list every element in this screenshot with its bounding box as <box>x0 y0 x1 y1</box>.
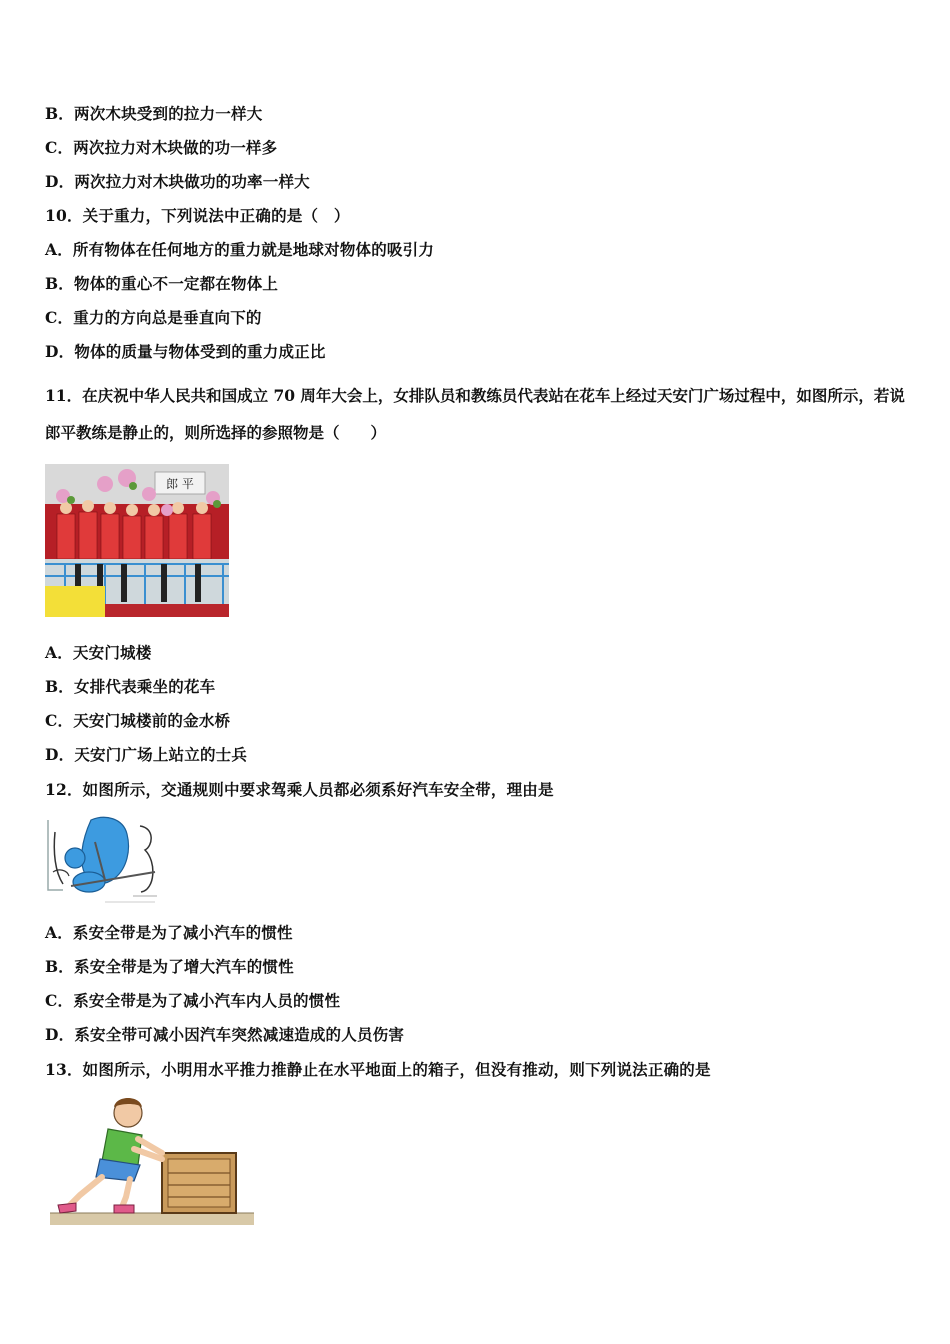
q13-stem: 13．如图所示，小明用水平推力推静止在水平地面上的箱子，但没有推动，则下列说法正确的是 <box>45 1060 711 1079</box>
q10-option-b: B．物体的重心不一定都在物体上 <box>45 274 279 293</box>
q11-option-d: D．天安门广场上站立的士兵 <box>45 745 248 764</box>
q12-option-d: D．系安全带可减小因汽车突然减速造成的人员伤害 <box>45 1025 405 1044</box>
q10-option-a: A．所有物体在任何地方的重力就是地球对物体的吸引力 <box>45 240 435 259</box>
q11-option-a: A．天安门城楼 <box>45 643 152 662</box>
photo-sign-text: 郎 平 <box>166 477 194 491</box>
q10-option-c: C．重力的方向总是垂直向下的 <box>45 308 262 327</box>
q11-stem: 11．在庆祝中华人民共和国成立 70 周年大会上，女排队员和教练员代表站在花车上经过天安门广场过程中，如图所示，若说郎平教练是静止的，则所选择的参照物是（ ） <box>45 386 905 442</box>
seatbelt-figure <box>45 812 161 904</box>
boy-pushing-box-figure <box>50 1095 254 1227</box>
q9-option-b: B．两次木块受到的拉力一样大 <box>45 104 263 123</box>
q12-option-a: A．系安全带是为了减小汽车的惯性 <box>45 923 293 942</box>
q12-option-b: B．系安全带是为了增大汽车的惯性 <box>45 957 294 976</box>
q9-option-c: C．两次拉力对木块做的功一样多 <box>45 138 278 157</box>
q10-stem: 10．关于重力，下列说法中正确的是（ ） <box>45 206 350 225</box>
volleyball-team-photo <box>45 464 229 617</box>
q12-stem: 12．如图所示，交通规则中要求驾乘人员都必须系好汽车安全带，理由是 <box>45 780 554 799</box>
q11-option-c: C．天安门城楼前的金水桥 <box>45 711 231 730</box>
q12-option-c: C．系安全带是为了减小汽车内人员的惯性 <box>45 991 341 1010</box>
q9-option-d: D．两次拉力对木块做功的功率一样大 <box>45 172 310 191</box>
q11-option-b: B．女排代表乘坐的花车 <box>45 677 216 696</box>
q10-option-d: D．物体的质量与物体受到的重力成正比 <box>45 342 326 361</box>
